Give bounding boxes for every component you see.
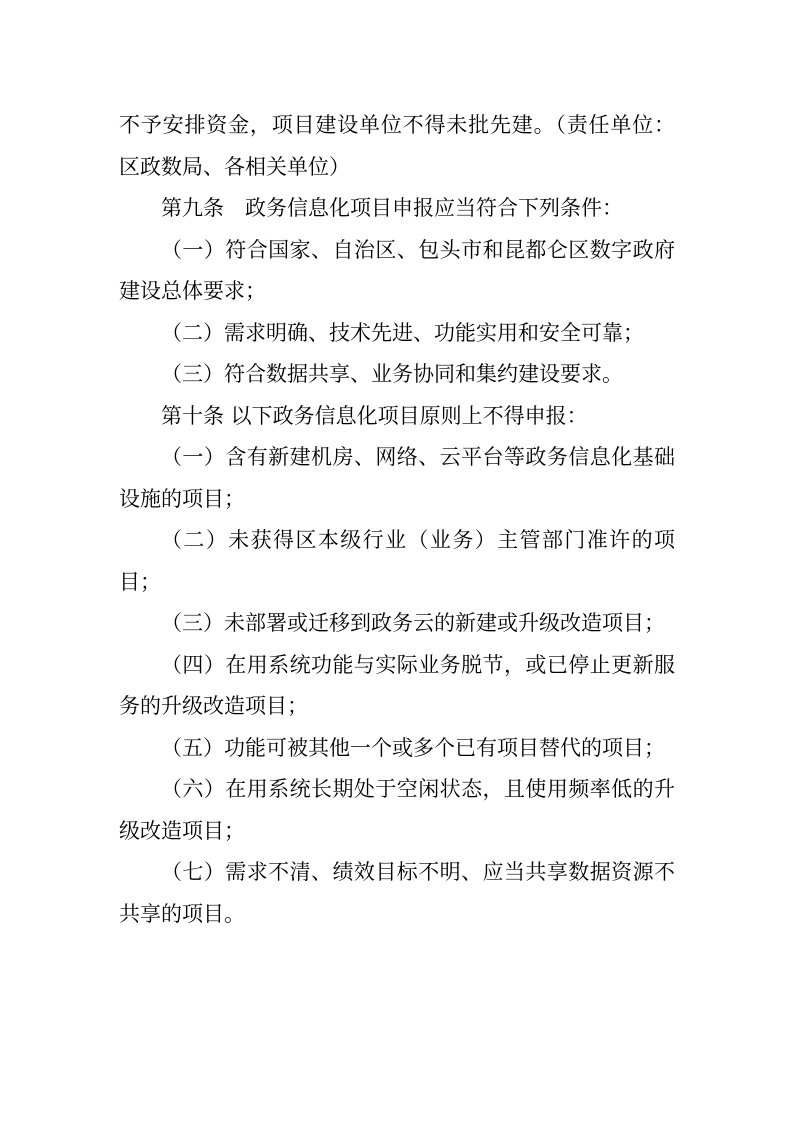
- paragraph-continuation: 不予安排资金，项目建设单位不得未批先建。（责任单位：区政数局、各相关单位）: [119, 113, 675, 179]
- article-9-heading: 第九条 政务信息化项目申报应当符合下列条件：: [161, 196, 623, 220]
- article-10-item-4: （四）在用系统功能与实际业务脱节，或已停止更新服务的升级改造项目；: [119, 652, 675, 718]
- article-10-item-2: （二）未获得区本级行业（业务）主管部门准许的项目；: [119, 528, 675, 594]
- article-9-item-3: （三）符合数据共享、业务协同和集约建设要求。: [161, 362, 623, 386]
- article-10-heading: 第十条 以下政务信息化项目原则上不得申报：: [161, 403, 588, 428]
- document-body: [119, 105, 675, 935]
- article-10-item-1: （一）含有新建机房、网络、云平台等政务信息化基础设施的项目；: [119, 445, 675, 511]
- article-10-item-3: （三）未部署或迁移到政务云的新建或升级改造项目；: [161, 611, 665, 635]
- article-10-item-6: （六）在用系统长期处于空闲状态，且使用频率低的升级改造项目；: [119, 777, 675, 843]
- article-9-item-1: （一）符合国家、自治区、包头市和昆都仑区数字政府建设总体要求；: [119, 237, 675, 303]
- article-9-item-2: （二）需求明确、技术先进、功能实用和安全可靠；: [161, 320, 644, 345]
- article-10-item-7: （七）需求不清、绩效目标不明、应当共享数据资源不共享的项目。: [119, 860, 675, 926]
- article-10-item-5: （五）功能可被其他一个或多个已有项目替代的项目；: [161, 735, 665, 760]
